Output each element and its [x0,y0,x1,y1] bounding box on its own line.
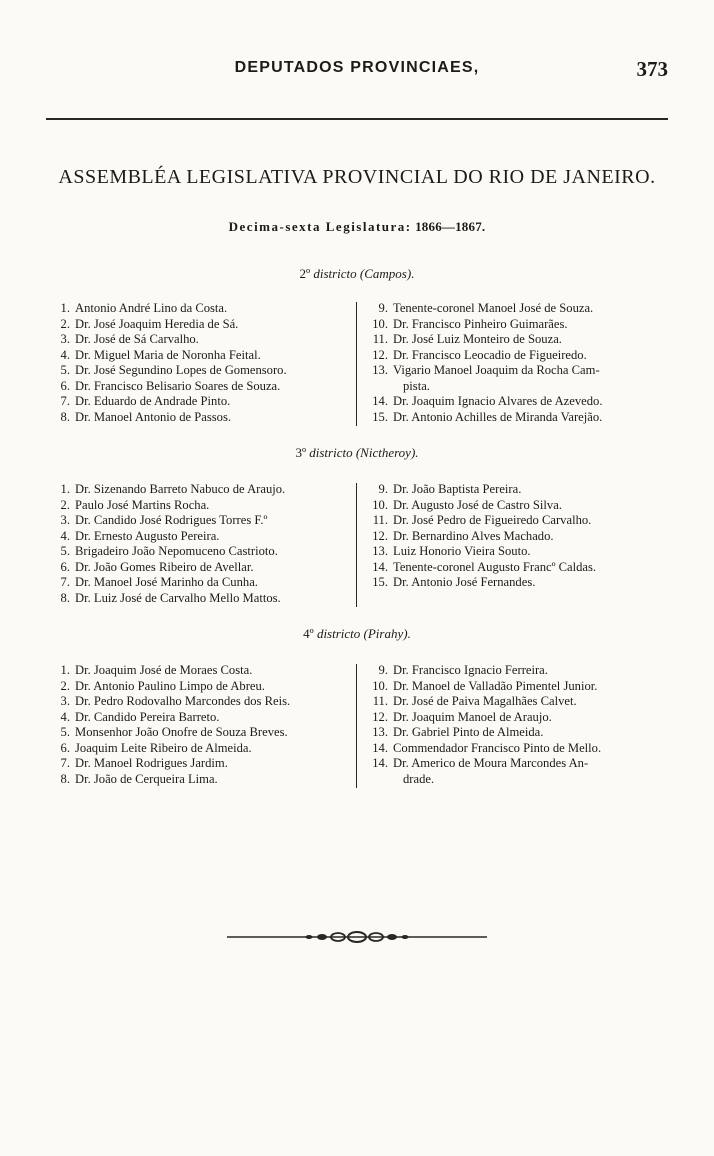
district-place: (Campos). [359,266,415,281]
deputy-entry [366,301,674,317]
running-title: DEPUTADOS PROVINCIAES, [234,59,480,76]
deputy-entry [48,301,358,317]
deputy-entry [48,591,358,607]
district-ordinal: 3º [295,445,306,460]
left-column [48,663,358,787]
entry-number: 14. [372,740,388,755]
deputy-name: Dr. Manoel de Valladão Pimentel Junior. [393,678,598,693]
deputy-name: Dr. Manoel Rodrigues Jardim. [75,756,228,770]
deputy-entry [48,710,358,726]
deputy-entry [366,348,674,364]
entry-number: 1. [60,301,70,315]
deputy-name: Dr. Americo de Moura Marcondes An- [393,756,589,770]
entry-number: 4. [60,528,70,543]
entry-number: 11. [372,332,388,346]
entry-number: 3. [60,332,70,346]
deputy-name-continuation: drade. [403,771,435,786]
deputy-name: Joaquim Leite Ribeiro de Almeida. [75,740,252,755]
deputy-name: Vigario Manoel Joaquim da Rocha Cam- [393,363,600,377]
deputy-entry [366,756,674,772]
deputy-entry [366,363,674,379]
deputy-entry [48,513,358,529]
district-heading-nictheroy [0,445,714,461]
deputy-name: Dr. Gabriel Pinto de Almeida. [393,725,544,739]
deputy-name: Dr. José Segundino Lopes de Gomensoro. [75,363,287,377]
deputy-entry [48,379,358,395]
entry-number: 5. [60,363,70,377]
deputy-name: Dr. José de Paiva Magalhães Calvet. [393,694,577,708]
deputy-name: Dr. Antonio Achilles de Miranda Varejão. [393,409,603,424]
deputy-name: Tenente-coronel Manoel José de Souza. [393,301,594,315]
legislature-line [0,219,714,235]
deputy-name: Dr. José de Sá Carvalho. [75,332,199,346]
entry-number: 10. [372,497,388,512]
deputy-entry [48,498,358,514]
deputy-name: Brigadeiro João Nepomuceno Castrioto. [75,544,278,558]
column-divider [356,302,357,426]
deputy-entry [48,348,358,364]
deputy-entry [366,575,674,591]
left-column [48,301,358,425]
deputy-name: Commendador Francisco Pinto de Mello. [393,740,602,755]
entry-number: 8. [60,771,70,786]
deputy-name: Dr. Sizenando Barreto Nabuco de Araujo. [75,482,286,496]
entry-number: 12. [372,709,388,724]
deputy-entry [48,410,358,426]
deputy-name: Dr. Manoel Antonio de Passos. [75,409,232,424]
district-list-nictheroy [48,482,676,608]
deputy-entry [366,394,674,410]
deputy-name: Dr. Francisco Belisario Soares de Souza. [75,378,281,393]
entry-number: 5. [60,725,70,739]
deputy-entry [48,332,358,348]
deputy-name: Dr. Francisco Leocadio de Figueiredo. [393,347,587,362]
district-list-pirahy [48,663,676,789]
deputy-entry [366,482,674,498]
deputy-entry [366,529,674,545]
entry-number: 12. [372,347,388,362]
entry-number: 10. [372,678,388,693]
deputy-entry [48,363,358,379]
entry-number: 13. [372,725,388,739]
entry-number: 8. [60,409,70,424]
entry-number: 2. [60,497,70,512]
deputy-entry [48,529,358,545]
deputy-entry [48,756,358,772]
deputy-name: Dr. José Pedro de Figueiredo Carvalho. [393,513,592,527]
deputy-entry [48,694,358,710]
deputy-name: Antonio André Lino da Costa. [75,301,228,315]
entry-number: 3. [60,513,70,527]
column-divider [356,483,357,607]
entry-number: 6. [60,740,70,755]
deputy-name: Dr. Francisco Pinheiro Guimarães. [393,316,568,331]
deputy-entry [48,679,358,695]
deputy-name: Dr. Pedro Rodovalho Marcondes dos Reis. [75,694,291,708]
entry-number: 7. [60,394,70,408]
entry-number: 8. [60,590,70,605]
deputy-entry [48,575,358,591]
closing-fleuron-ornament [227,925,487,949]
entry-number: 4. [60,709,70,724]
entry-number: 7. [60,756,70,770]
deputy-name: Dr. João Baptista Pereira. [393,482,522,496]
left-column [48,482,358,606]
deputy-name: Luiz Honorio Vieira Souto. [393,544,531,558]
entry-number: 9. [378,301,388,315]
deputy-name: Monsenhor João Onofre de Souza Breves. [75,725,288,739]
deputy-entry [48,663,358,679]
right-column [366,482,674,591]
district-label: districto [313,266,357,281]
entry-number: 15. [372,409,388,424]
deputy-entry [366,725,674,741]
entry-number: 2. [60,678,70,693]
deputy-name: Dr. Miguel Maria de Noronha Feital. [75,347,261,362]
entry-number: 4. [60,347,70,362]
running-head [0,57,714,83]
deputy-entry [366,694,674,710]
header-rule [46,118,668,120]
deputy-entry [366,317,674,333]
entry-number: 5. [60,544,70,558]
deputy-entry [48,394,358,410]
deputy-entry [48,317,358,333]
deputy-entry [48,482,358,498]
district-ordinal: 2º [299,266,311,281]
entry-number: 1. [60,482,70,496]
deputy-entry [366,410,674,426]
district-heading-pirahy [0,626,714,642]
entry-number: 7. [60,575,70,589]
district-place: (Nictheroy). [355,445,419,460]
entry-number: 12. [372,528,388,543]
deputy-name: Dr. Candido José Rodrigues Torres F.º [75,513,268,527]
deputy-name: Dr. Ernesto Augusto Pereira. [75,528,220,543]
deputy-name: Dr. Eduardo de Andrade Pinto. [75,394,231,408]
entry-number: 11. [372,513,388,527]
entry-number: 14. [372,756,388,770]
deputy-entry [366,332,674,348]
deputy-name: Tenente-coronel Augusto Francº Caldas. [393,559,597,574]
entry-number: 14. [372,559,388,574]
deputy-entry [48,560,358,576]
deputy-name: Dr. Antonio Paulino Limpo de Abreu. [75,678,265,693]
entry-number: 15. [372,575,388,589]
deputy-name: Paulo José Martins Rocha. [75,497,210,512]
deputy-name: Dr. Joaquim Ignacio Alvares de Azevedo. [393,394,603,408]
entry-number: 14. [372,394,388,408]
entry-number: 1. [60,663,70,677]
deputy-name: Dr. Francisco Ignacio Ferreira. [393,663,548,677]
deputy-entry [366,544,674,560]
deputy-name: Dr. Joaquim Manoel de Araujo. [393,709,552,724]
deputy-name-continuation: pista. [403,378,430,393]
column-divider [356,664,357,788]
district-heading-campos [0,266,714,282]
entry-number: 10. [372,316,388,331]
district-ordinal: 4º [303,626,314,641]
deputy-name: Dr. João Gomes Ribeiro de Avellar. [75,559,254,574]
assembly-title: ASSEMBLÉA LEGISLATIVA PROVINCIAL DO RIO DE JANEIRO. [58,166,656,188]
deputy-name: Dr. Luiz José de Carvalho Mello Mattos. [75,590,281,605]
entry-number: 11. [372,694,388,708]
deputy-entry [366,741,674,757]
deputy-entry [48,725,358,741]
deputy-entry [366,679,674,695]
entry-number: 6. [60,559,70,574]
deputy-entry [366,498,674,514]
deputy-name: Dr. Augusto José de Castro Silva. [393,497,562,512]
district-list-campos [48,301,676,427]
district-label: districto [316,626,361,641]
district-place: (Pirahy). [363,626,411,641]
deputy-name: Dr. João de Cerqueira Lima. [75,771,218,786]
deputy-name: Dr. Joaquim José de Moraes Costa. [75,663,253,677]
entry-number: 13. [372,544,388,558]
entry-number: 9. [378,663,388,677]
entry-number: 13. [372,363,388,377]
deputy-name: Dr. Candido Pereira Barreto. [75,709,220,724]
deputy-entry [366,513,674,529]
legislature-years: 1866—1867. [415,219,486,234]
deputy-entry [48,741,358,757]
page-number: 373 [636,57,668,81]
deputy-entry [366,710,674,726]
right-column [366,663,674,787]
deputy-name: Dr. Bernardino Alves Machado. [393,528,554,543]
deputy-entry [48,772,358,788]
deputy-name: Dr. José Luiz Monteiro de Souza. [393,332,562,346]
entry-number: 9. [378,482,388,496]
deputy-name: Dr. Antonio José Fernandes. [393,575,536,589]
district-label: districto [309,445,353,460]
entry-number: 2. [60,316,70,331]
deputy-entry [366,560,674,576]
entry-number: 6. [60,378,70,393]
deputy-entry [366,663,674,679]
deputy-name: Dr. Manoel José Marinho da Cunha. [75,575,258,589]
right-column [366,301,674,425]
deputy-entry [48,544,358,560]
deputy-name: Dr. José Joaquim Heredia de Sá. [75,316,239,331]
entry-number: 3. [60,694,70,708]
legislature-lead: Decima-sexta Legislatura: [228,219,412,234]
